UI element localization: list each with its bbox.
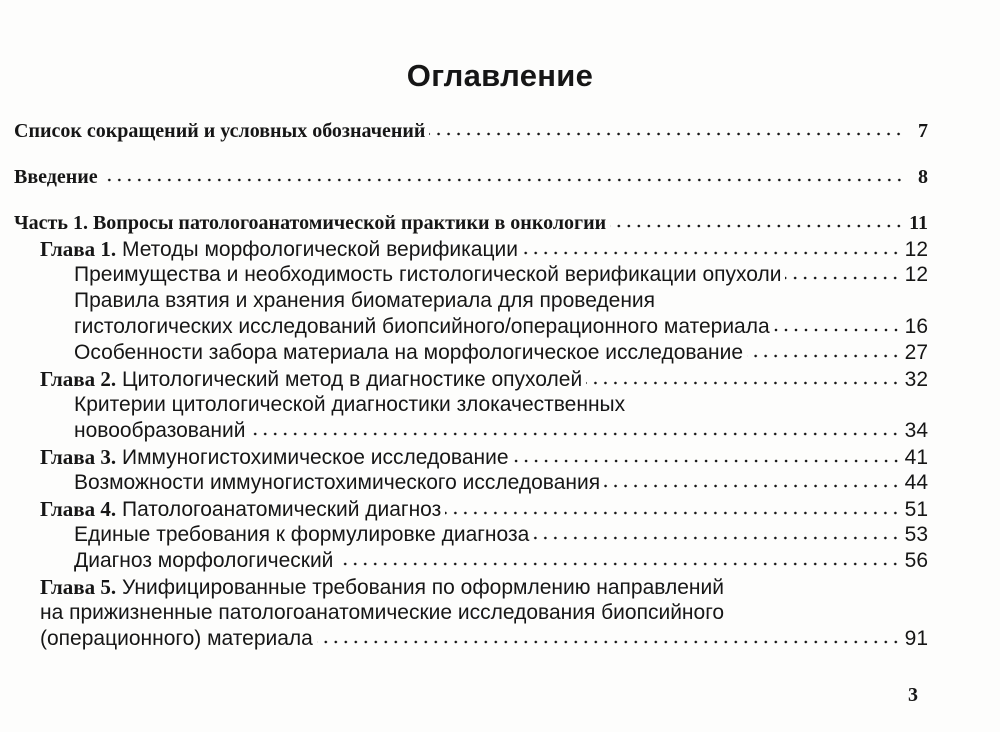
toc-entry-abbreviations[interactable] <box>14 118 928 144</box>
toc-entry-chapter-1[interactable] <box>14 236 928 262</box>
dot-leader <box>774 327 901 333</box>
toc-entry-label: новообразований <box>74 419 246 442</box>
toc-page-number: 51 <box>904 498 928 521</box>
toc-entry-label: Патологоанатомический диагноз <box>121 498 442 521</box>
toc-entry-section-2-1-line1[interactable]: Критерии цитологической диагностики злокачественных <box>74 393 626 416</box>
dot-leader <box>610 223 904 229</box>
toc-entry-section-1-2-line1[interactable]: Правила взятия и хранения биоматериала для проведения <box>74 289 656 312</box>
toc-entry-label: Единые требования к формулировке диагноза <box>74 523 530 546</box>
dot-leader <box>513 458 901 464</box>
toc-entry-label: Преимущества и необходимость гистологической верификации опухоли <box>74 263 782 286</box>
dot-leader <box>102 177 904 183</box>
toc-page-number: 27 <box>904 341 928 364</box>
toc-page-number: 34 <box>904 419 928 442</box>
chapter-prefix: Глава 5. <box>40 575 117 599</box>
toc-entry-label: Особенности забора материала на морфологическое исследование <box>74 341 743 364</box>
toc-entry-section-3-1[interactable] <box>14 470 928 496</box>
chapter-prefix: Глава 3. <box>40 445 117 469</box>
dot-leader <box>522 250 901 256</box>
dot-leader <box>747 353 901 359</box>
toc-entry-label: Иммуногистохимическое исследование <box>121 446 509 469</box>
toc-page-number: 41 <box>904 446 928 469</box>
dot-leader <box>429 131 904 137</box>
toc-entry-label: Цитологический метод в диагностике опухолей <box>121 368 583 391</box>
dot-leader <box>249 431 900 437</box>
toc-entry-introduction[interactable] <box>14 164 928 190</box>
toc-page-number: 32 <box>904 368 928 391</box>
toc-entry-chapter-5[interactable] <box>14 626 928 652</box>
dot-leader <box>785 275 900 281</box>
toc-entry-section-1-2[interactable] <box>14 314 928 340</box>
toc-page-number: 16 <box>904 315 928 338</box>
toc-page-number: 11 <box>909 212 928 234</box>
toc-entry-section-1-3[interactable] <box>14 340 928 366</box>
toc-entry-label: гистологических исследований биопсийного/операционного материала <box>74 315 770 338</box>
toc-entry-label: Методы морфологической верификации <box>121 238 518 261</box>
toc-entry-chapter-3[interactable] <box>14 444 928 470</box>
toc-entry-chapter-4[interactable] <box>14 496 928 522</box>
toc-entry-label: Часть 1. Вопросы патологоанатомической практики в онкологии <box>14 212 607 234</box>
dot-leader <box>586 380 900 386</box>
page-number: 3 <box>908 684 918 706</box>
table-of-contents <box>14 118 928 652</box>
toc-entry-section-4-2[interactable] <box>14 548 928 574</box>
toc-page-number: 7 <box>918 120 928 142</box>
dot-leader <box>317 639 901 645</box>
toc-entry-label: Возможности иммуногистохимического исследования <box>74 471 601 494</box>
toc-entry-part-1[interactable] <box>14 210 928 236</box>
toc-page-number: 12 <box>904 263 928 286</box>
dot-leader <box>445 510 900 516</box>
toc-entry-section-2-1[interactable] <box>14 418 928 444</box>
dot-leader <box>604 483 901 489</box>
toc-entry-label: Список сокращений и условных обозначений <box>14 120 426 142</box>
toc-page-number: 44 <box>904 471 928 494</box>
toc-entry-section-1-1[interactable] <box>14 262 928 288</box>
toc-entry-chapter-2[interactable] <box>14 366 928 392</box>
toc-page-number: 56 <box>904 549 928 572</box>
chapter-prefix: Глава 4. <box>40 497 117 521</box>
toc-entry-label: Диагноз морфологический <box>74 549 334 572</box>
chapter-prefix: Глава 1. <box>40 237 117 261</box>
toc-entry-section-4-1[interactable] <box>14 522 928 548</box>
toc-page-number: 91 <box>904 627 928 650</box>
toc-entry-chapter-5-line1[interactable] <box>14 574 928 600</box>
toc-page-number: 12 <box>904 238 928 261</box>
page-title: Оглавление <box>406 58 594 93</box>
toc-entry-label: Унифицированные требования по оформлению направлений <box>121 576 724 599</box>
toc-entry-chapter-5-line2[interactable]: на прижизненные патологоанатомические исследования биопсийного <box>40 601 725 624</box>
toc-page-number: 8 <box>918 166 928 188</box>
toc-entry-label: Введение <box>14 166 98 188</box>
toc-page-number: 53 <box>904 523 928 546</box>
toc-entry-label: (операционного) материала <box>40 627 313 650</box>
chapter-prefix: Глава 2. <box>40 367 117 391</box>
dot-leader <box>533 535 900 541</box>
dot-leader <box>337 561 900 567</box>
